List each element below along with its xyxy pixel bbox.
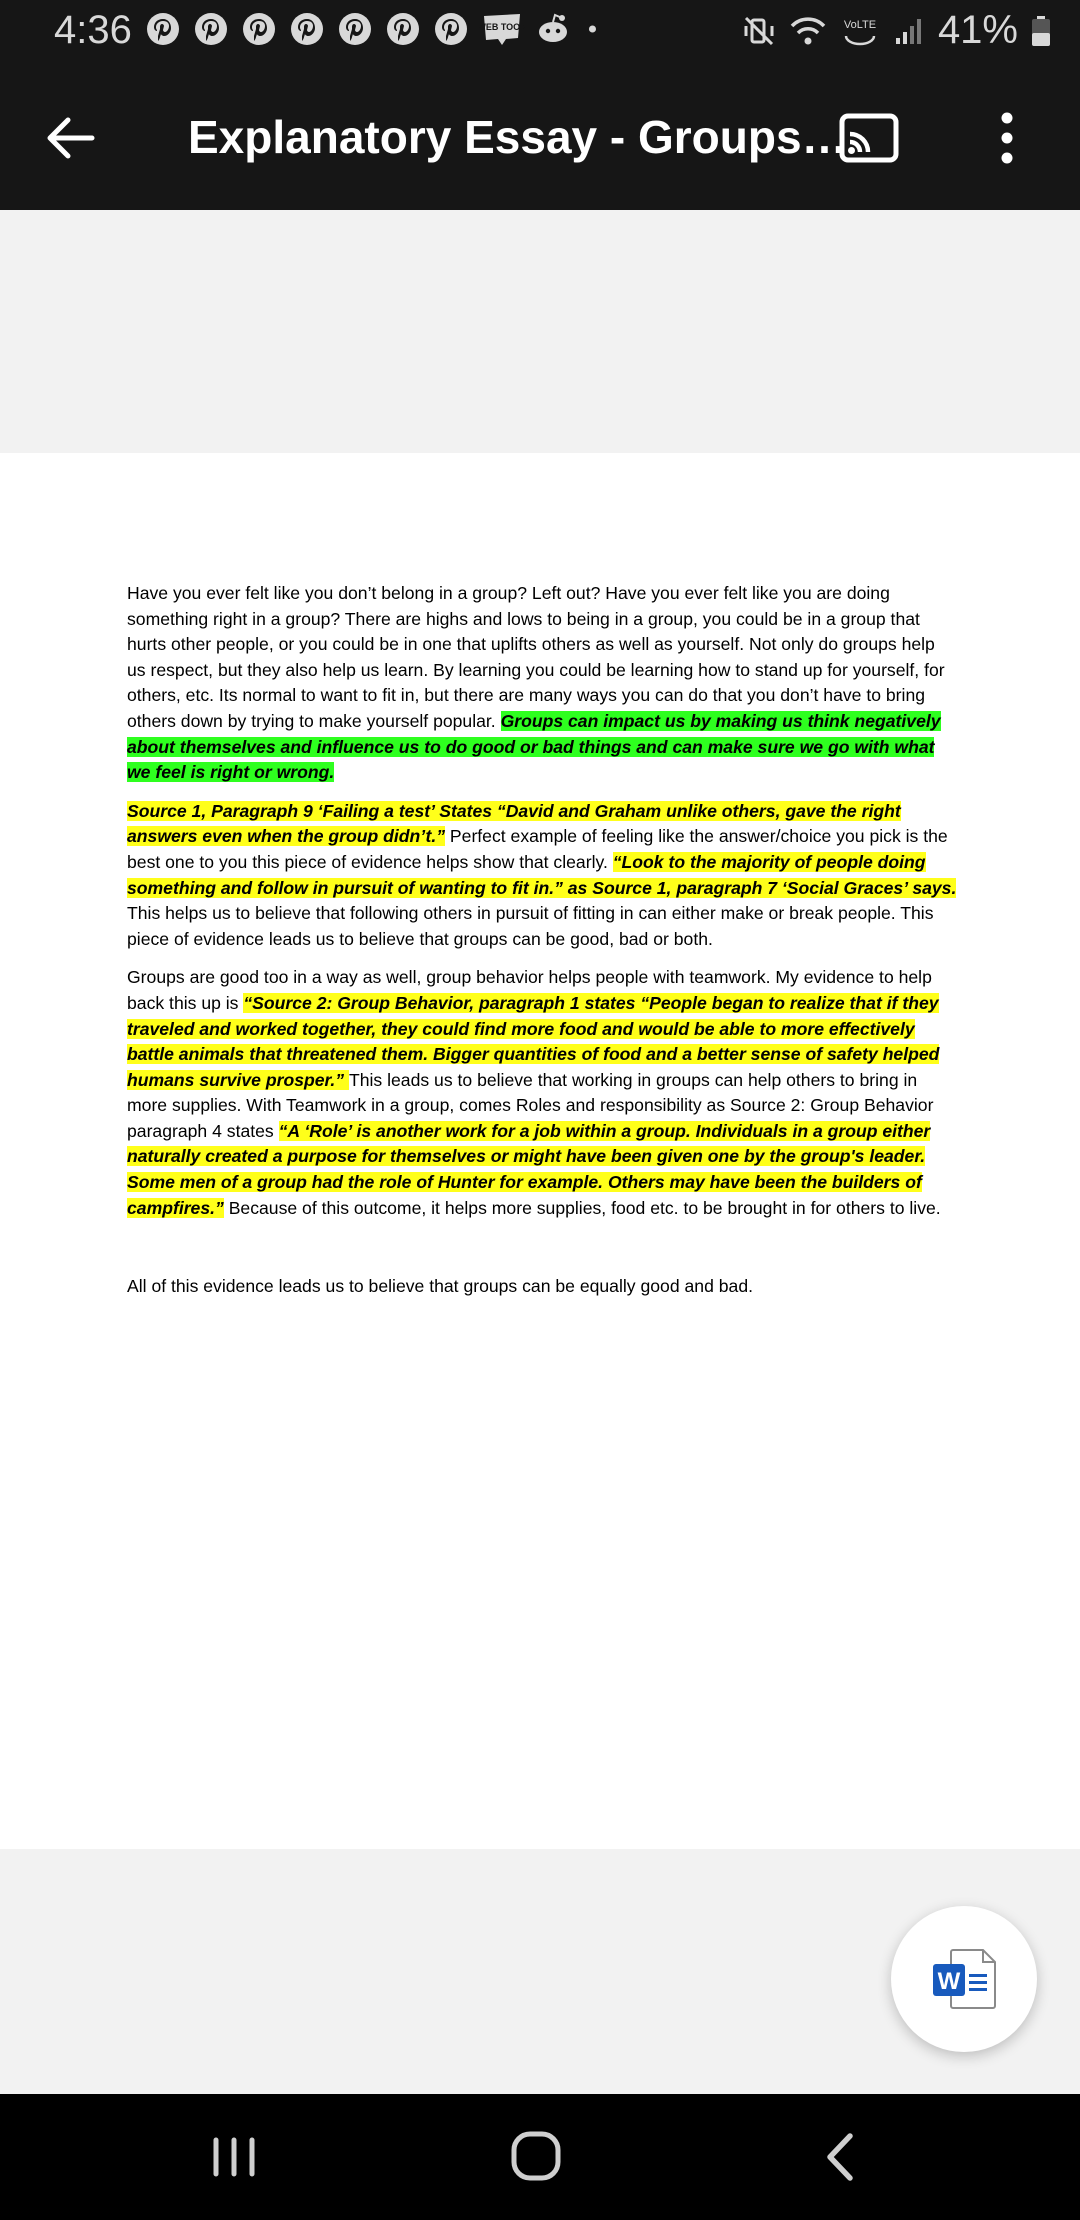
paragraph-text: Have you ever felt like you don’t belong in a group? Left out? Have you ever felt like you are doing something right in a group? There are highs and lows to being in a group, you could be in a group that hurts other people, or you could be in one that uplifts others as well as yourself. Not only do groups help us respect, but they also help us learn. By learning you could be learning how to stand up for yourself, for others, etc. Its normal to want to fit in, but there are many ways you can do that you don’t have to bring others down by trying to make yourself popular.: [127, 583, 945, 731]
paragraph-source-2: [127, 965, 957, 1221]
pinterest-icon: [290, 12, 324, 46]
highlight-yellow: “Source 2: Group Behavior, paragraph 1 states “People began to realize that if they traveled and worked together, they could find more food and would be able to more effectively battle animals that threatened them. Bigger quantities of food and a better sense of safety helped humans survive prosper.”: [127, 992, 940, 1090]
mute-vibrate-icon: [742, 14, 776, 48]
pinterest-icon: [434, 12, 468, 46]
more-options-icon[interactable]: [982, 106, 1032, 170]
back-arrow-icon[interactable]: [40, 108, 100, 168]
pinterest-icon: [194, 12, 228, 46]
volte-icon: [840, 14, 880, 48]
paragraph-text: Groups are good too in a way as well, group behavior helps people with teamwork. My evidence to help back this up is: [127, 967, 932, 1013]
navigation-bar: [0, 2094, 1080, 2220]
cast-icon[interactable]: [838, 108, 900, 168]
webtoon-label: WEB TOON: [477, 22, 527, 32]
word-icon: [931, 1948, 997, 2010]
paragraph-source-1: [127, 799, 957, 953]
volte-label: VoLTE: [843, 18, 877, 31]
paragraph-text: This helps us to believe that following others in pursuit of fitting in can either make or break people. This piece of evidence leads us to believe that groups can be good, bad or both.: [127, 903, 934, 949]
paragraph-gap: [127, 1234, 957, 1274]
recents-icon[interactable]: [194, 2122, 274, 2192]
document-body: [127, 581, 957, 1313]
document-title: Explanatory Essay - Groups…: [188, 111, 848, 163]
more-notifications-dot-icon: [584, 12, 608, 46]
wifi-icon: [788, 14, 828, 48]
notification-icons: [146, 12, 608, 46]
home-icon[interactable]: [496, 2122, 576, 2192]
battery-percentage: 41%: [937, 8, 1018, 52]
pinterest-icon: [338, 12, 372, 46]
paragraph-intro: [127, 581, 957, 786]
word-letter: W: [937, 1968, 961, 1995]
pinterest-icon: [146, 12, 180, 46]
highlight-yellow: Source 1, Paragraph 9 ‘Failing a test’ States “David and Graham unlike others, gave the right answers even when the group didn’t.”: [127, 800, 901, 847]
highlight-green: Groups can impact us by making us think negatively about themselves and influence us to do good or bad things and can make sure we go with what we feel is right or wrong.: [127, 710, 941, 783]
battery-icon: [1030, 14, 1052, 48]
app-bar: [0, 64, 1080, 210]
pinterest-icon: [386, 12, 420, 46]
highlight-yellow: “Look to the majority of people doing something and follow in pursuit of wanting to fit in.” as Source 1, paragraph 7 ‘Social Graces’ says.: [127, 851, 957, 898]
paragraph-text: All of this evidence leads us to believe that groups can be equally good and bad.: [127, 1276, 753, 1297]
highlight-yellow: “A ‘Role’ is another work for a job within a group. Individuals in a group either naturally created a purpose for themselves or might have been given one by the group's leader. Some men of a group had the role of Hunter for example. Others may have been the builders of campfires.”: [127, 1120, 931, 1218]
pinterest-icon: [242, 12, 276, 46]
signal-icon: [892, 14, 926, 48]
paragraph-text: Because of this outcome, it helps more supplies, food etc. to be brought in for others to live.: [223, 1197, 941, 1218]
status-bar: [0, 0, 1080, 64]
status-time: 4:36: [54, 8, 132, 52]
status-right: [742, 8, 1052, 53]
back-icon[interactable]: [800, 2122, 880, 2192]
paragraph-conclusion: [127, 1274, 957, 1300]
open-in-word-button[interactable]: [891, 1906, 1037, 2052]
document-page[interactable]: [0, 453, 1080, 1849]
paragraph-text: This leads us to believe that working in groups can help others to bring in more supplies. With Teamwork in a group, comes Roles and responsibility as Source 2: Group Behavior paragraph 4 states: [127, 1069, 934, 1141]
webtoon-icon: [477, 12, 527, 46]
paragraph-text: Perfect example of feeling like the answer/choice you pick is the best one to you this piece of evidence helps show that clearly.: [127, 826, 948, 872]
reddit-icon: [536, 12, 570, 46]
